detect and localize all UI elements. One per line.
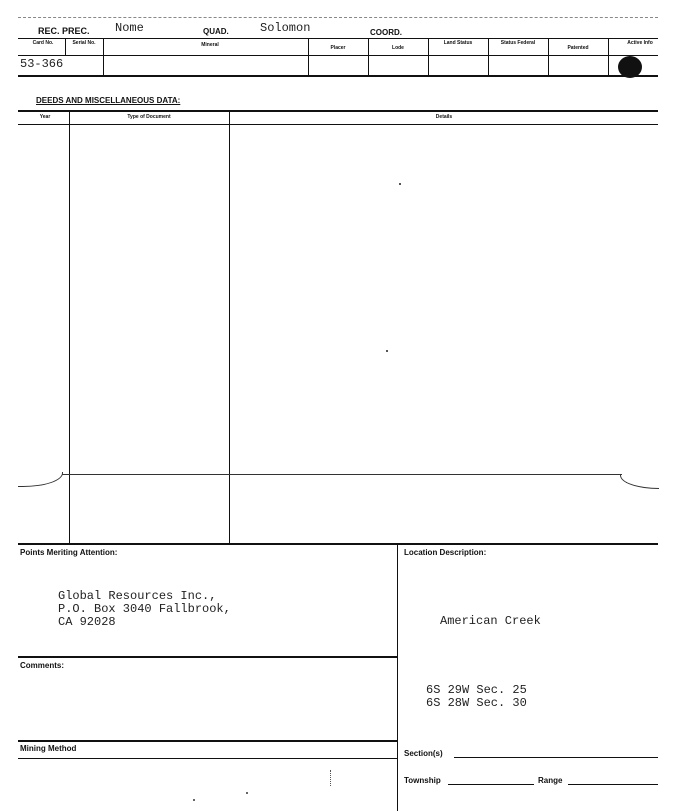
- mining-method-rule: [18, 740, 397, 742]
- col-placer: Placer: [330, 45, 346, 51]
- sections-label: Section(s): [404, 749, 443, 758]
- card-no-value: 53-366: [20, 57, 64, 71]
- mining-method-label: Mining Method: [20, 744, 77, 753]
- deeds-divider-type: [229, 110, 230, 543]
- range-label: Range: [538, 776, 563, 785]
- deeds-divider-year: [69, 110, 70, 543]
- speck: [330, 770, 332, 786]
- address-line: Global Resources Inc.,: [58, 589, 217, 603]
- comments-rule: [18, 656, 397, 658]
- sections-field-line: [454, 757, 658, 758]
- lower-top-rule: [18, 543, 658, 545]
- punched-hole-icon: [618, 56, 642, 78]
- points-label: Points Meriting Attention:: [20, 548, 118, 557]
- col-serial-no: Serial No.: [72, 40, 96, 46]
- speck: [386, 350, 388, 352]
- top-rule: [18, 17, 658, 18]
- lower-center-divider: [397, 543, 398, 811]
- fold-curl-right: [620, 474, 659, 489]
- comments-label: Comments:: [20, 661, 65, 670]
- header-divider: [548, 38, 549, 75]
- col-year: Year: [39, 114, 51, 120]
- township-label: Township: [404, 776, 441, 785]
- deeds-header-rule: [18, 124, 658, 125]
- col-mineral: Mineral: [201, 42, 219, 48]
- quad-label: QUAD.: [203, 27, 229, 36]
- header-divider: [103, 38, 104, 75]
- rec-prec-value: Nome: [115, 21, 144, 35]
- col-land-status: Land Status: [443, 40, 473, 46]
- fold-curl-left: [18, 472, 63, 487]
- speck: [399, 183, 401, 185]
- location-line: 6S 28W Sec. 30: [426, 696, 527, 710]
- speck: [193, 799, 195, 801]
- header-divider: [488, 38, 489, 75]
- deeds-top-rule: [18, 110, 658, 112]
- rec-prec-label: REC. PREC.: [38, 26, 90, 36]
- header-divider: [368, 38, 369, 75]
- header-divider: [308, 38, 309, 75]
- address-line: CA 92028: [58, 615, 116, 629]
- header-divider: [428, 38, 429, 75]
- col-card-no: Card No.: [32, 40, 54, 46]
- mining-method-underline: [18, 758, 397, 759]
- deeds-title: DEEDS AND MISCELLANEOUS DATA:: [36, 96, 181, 105]
- header-rule-1: [18, 38, 658, 39]
- range-field-line: [568, 784, 658, 785]
- col-type-of-document: Type of Document: [127, 114, 171, 120]
- speck: [246, 792, 248, 794]
- location-description-label: Location Description:: [404, 548, 487, 557]
- address-line: P.O. Box 3040 Fallbrook,: [58, 602, 231, 616]
- fold-crease: [62, 474, 622, 475]
- quad-value: Solomon: [260, 21, 311, 35]
- col-status-federal: Status Federal: [500, 40, 536, 46]
- header-rule-3: [18, 75, 658, 77]
- col-patented: Patented: [567, 45, 589, 51]
- coord-label: COORD.: [370, 28, 402, 37]
- township-field-line: [448, 784, 534, 785]
- location-name: American Creek: [440, 614, 541, 628]
- header-divider: [65, 38, 66, 55]
- location-line: 6S 29W Sec. 25: [426, 683, 527, 697]
- col-details: Details: [435, 114, 453, 120]
- col-lode: Lode: [392, 45, 404, 51]
- header-divider: [608, 38, 609, 75]
- header-rule-2: [18, 55, 658, 56]
- col-active-info: Active Info: [627, 40, 653, 46]
